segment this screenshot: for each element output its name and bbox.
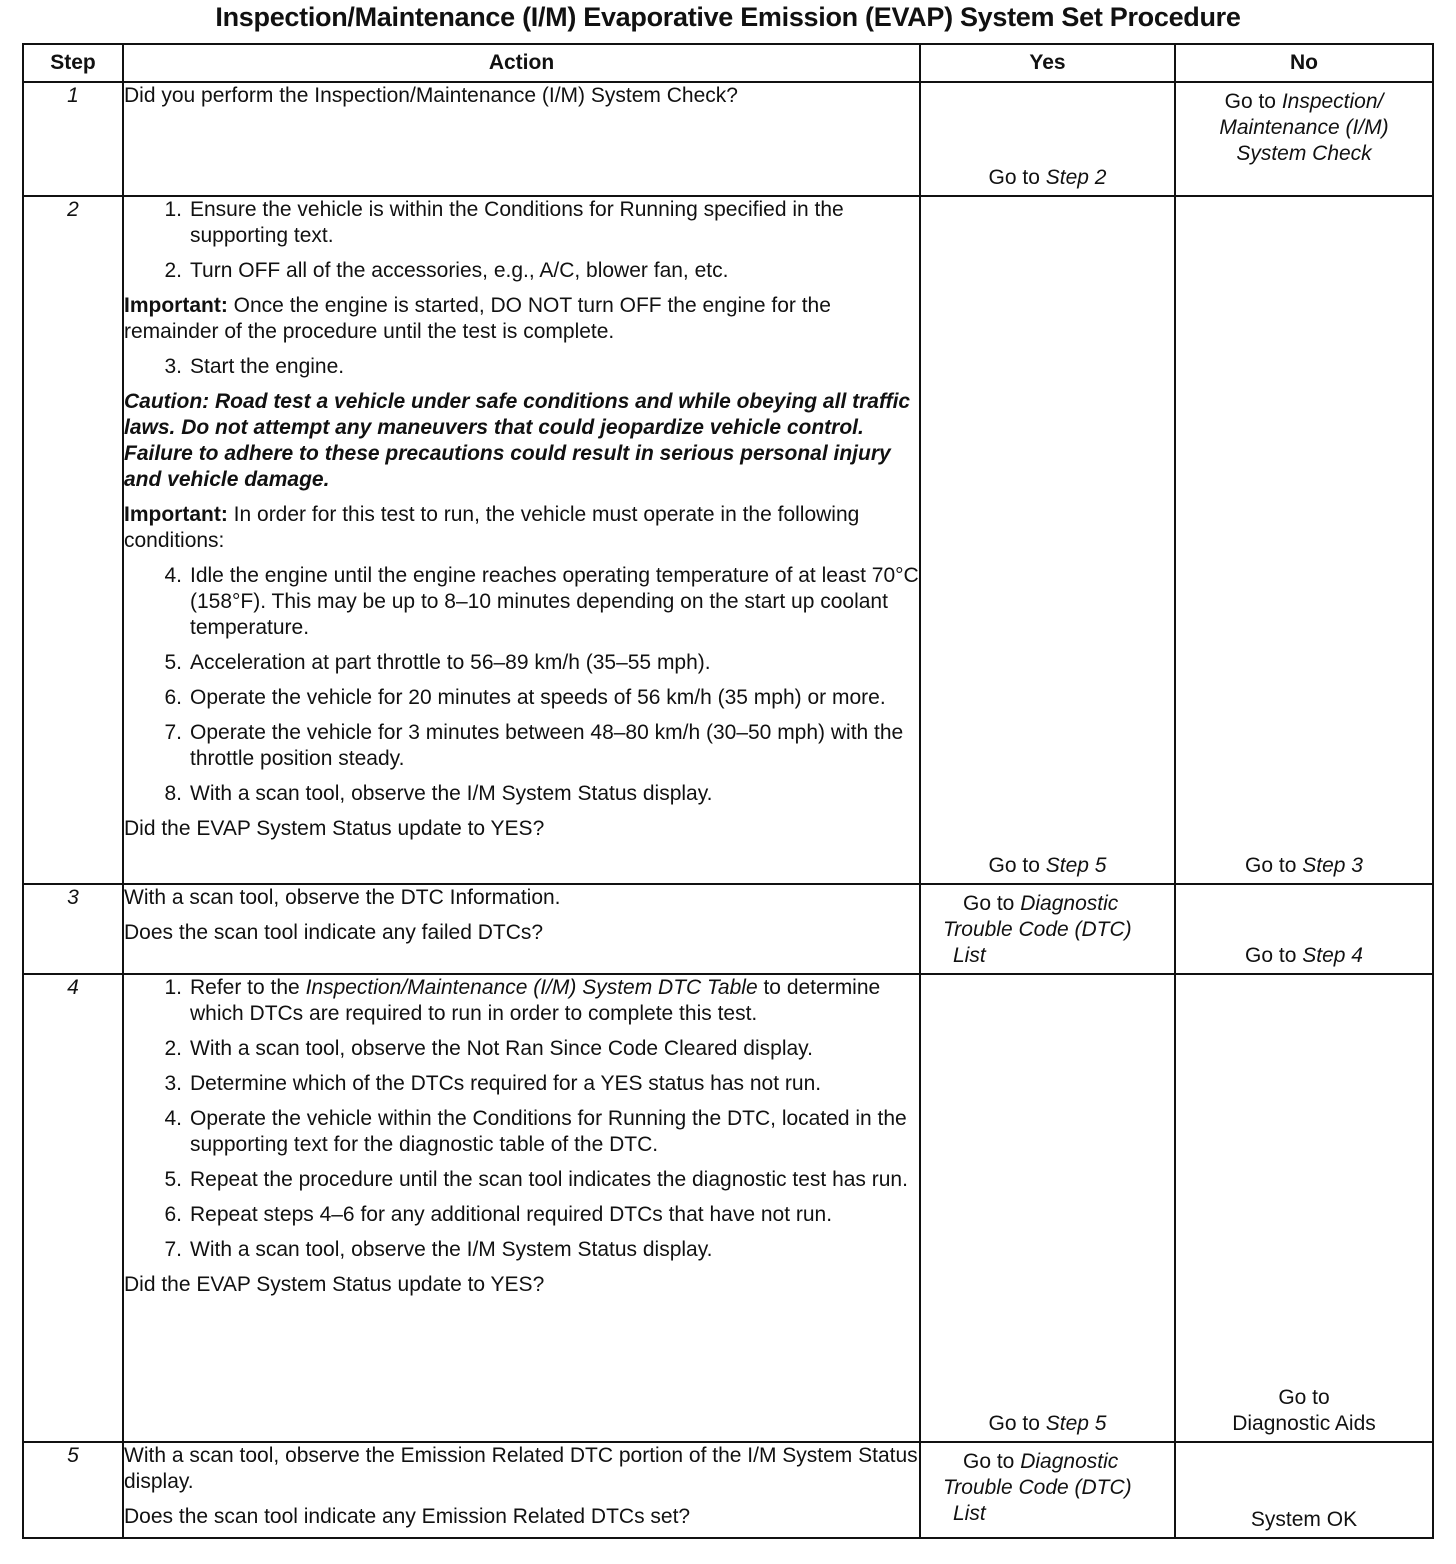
- list-number: 2.: [164, 259, 182, 282]
- no-line: Go to: [1278, 1386, 1330, 1409]
- no-line: Diagnostic Aids: [1232, 1412, 1376, 1435]
- action-cell: [123, 82, 920, 196]
- list-number: 1.: [164, 198, 182, 221]
- yes-cell: [920, 884, 1175, 974]
- action-cell: [123, 884, 920, 974]
- yes-link[interactable]: [921, 853, 1174, 879]
- no-target-line: Maintenance (I/M): [1219, 116, 1389, 139]
- list-text: Operate the vehicle for 3 minutes between 48–80 km/h (30–50 mph) with the throttle position steady.: [190, 721, 904, 770]
- list-item: [124, 354, 919, 380]
- list-item: [124, 685, 919, 711]
- no-result: System OK: [1250, 1508, 1358, 1531]
- question-text: Did the EVAP System Status update to YES?: [124, 817, 545, 840]
- yes-target-line: List: [953, 1502, 986, 1525]
- list-number: 6.: [164, 1203, 182, 1226]
- list-number: 5.: [164, 651, 182, 674]
- no-cell: [1175, 1442, 1433, 1538]
- no-target-line: Inspection/: [1281, 90, 1384, 113]
- important-note: [124, 502, 919, 554]
- step-number: 4: [23, 974, 123, 1442]
- header-step: Step: [23, 44, 123, 82]
- list-text: Acceleration at part throttle to 56–89 km/h (35–55 mph).: [190, 651, 711, 674]
- table-row: [23, 1442, 1433, 1538]
- list-number: 6.: [164, 686, 182, 709]
- action-text: With a scan tool, observe the Emission Related DTC portion of the I/M System Status display.: [124, 1444, 918, 1493]
- table-row: [23, 196, 1433, 884]
- procedure-table: [22, 43, 1434, 1539]
- no-cell: [1175, 82, 1433, 196]
- yes-target: Step 5: [1045, 1412, 1107, 1435]
- yes-target-line: Trouble Code (DTC): [943, 1476, 1132, 1499]
- list-text: Operate the vehicle within the Conditions for Running the DTC, located in the supporting text for the diagnostic table of the DTC.: [190, 1107, 907, 1156]
- step-number: 1: [23, 82, 123, 196]
- list-item: [124, 197, 919, 249]
- important-label: Important:: [124, 294, 228, 317]
- action-cell: [123, 1442, 920, 1538]
- list-number: 5.: [164, 1168, 182, 1191]
- list-text: Repeat the procedure until the scan tool indicates the diagnostic test has run.: [190, 1168, 908, 1191]
- no-link[interactable]: [1176, 853, 1432, 879]
- table-reference[interactable]: Inspection/Maintenance (I/M) System DTC Table: [305, 976, 758, 999]
- list-number: 7.: [164, 721, 182, 744]
- no-prefix: Go to: [1224, 90, 1282, 113]
- no-link[interactable]: [1176, 943, 1432, 969]
- list-text: Start the engine.: [190, 355, 345, 378]
- action-text: With a scan tool, observe the DTC Information.: [124, 886, 561, 909]
- list-text-part: Refer to the: [190, 976, 306, 999]
- list-number: 4.: [164, 1107, 182, 1130]
- list-text: With a scan tool, observe the Not Ran Since Code Cleared display.: [190, 1037, 813, 1060]
- question-text: Does the scan tool indicate any failed DTCs?: [124, 921, 544, 944]
- yes-prefix: Go to: [963, 1450, 1021, 1473]
- yes-link[interactable]: [921, 165, 1174, 191]
- no-cell: [1175, 884, 1433, 974]
- list-number: 3.: [164, 355, 182, 378]
- list-item: [124, 258, 919, 284]
- question-text: Did you perform the Inspection/Maintenance (I/M) System Check?: [124, 84, 738, 107]
- list-item: [124, 1237, 919, 1263]
- question-text: Does the scan tool indicate any Emission Related DTCs set?: [124, 1505, 691, 1528]
- yes-target-line: Diagnostic: [1020, 892, 1119, 915]
- list-text-part: to determine which DTCs are required to run in order to complete this test.: [190, 976, 881, 1025]
- list-text: [190, 975, 919, 1027]
- list-number: 2.: [164, 1037, 182, 1060]
- list-item: [124, 563, 919, 641]
- no-target-line: System Check: [1236, 142, 1372, 165]
- list-item: [124, 1106, 919, 1158]
- step-number: 2: [23, 196, 123, 884]
- list-item: [124, 1167, 919, 1193]
- important-note: [124, 293, 919, 345]
- action-cell: [123, 974, 920, 1442]
- question-text: Did the EVAP System Status update to YES?: [124, 1273, 545, 1296]
- list-number: 8.: [164, 782, 182, 805]
- step-number: 5: [23, 1442, 123, 1538]
- list-text: Determine which of the DTCs required for a YES status has not run.: [190, 1072, 822, 1095]
- page-title: Inspection/Maintenance (I/M) Evaporative Emission (EVAP) System Set Procedure: [215, 2, 1241, 32]
- list-number: 7.: [164, 1238, 182, 1261]
- list-text: With a scan tool, observe the I/M System Status display.: [190, 782, 713, 805]
- table-row: [23, 82, 1433, 196]
- header-no: No: [1175, 44, 1433, 82]
- list-number: 1.: [164, 976, 182, 999]
- yes-cell: [920, 82, 1175, 196]
- no-prefix: Go to: [1245, 944, 1303, 967]
- yes-cell: [920, 1442, 1175, 1538]
- yes-target-line: List: [953, 944, 986, 967]
- yes-cell: [920, 974, 1175, 1442]
- important-label: Important:: [124, 503, 228, 526]
- list-item: [124, 1202, 919, 1228]
- no-target: Step 3: [1302, 854, 1363, 877]
- list-text: Repeat steps 4–6 for any additional required DTCs that have not run.: [190, 1203, 833, 1226]
- important-text: In order for this test to run, the vehicle must operate in the following conditions:: [124, 503, 860, 552]
- list-item: [124, 781, 919, 807]
- important-text: Once the engine is started, DO NOT turn OFF the engine for the remainder of the procedure until the test is complete.: [124, 294, 831, 343]
- yes-target: Step 5: [1045, 854, 1107, 877]
- list-text: Idle the engine until the engine reaches operating temperature of at least 70°C (158°F). This may be up to 8–10 minutes depending on the start up coolant temperature.: [190, 564, 919, 639]
- yes-cell: [920, 196, 1175, 884]
- yes-prefix: Go to: [988, 166, 1046, 189]
- no-cell: [1175, 196, 1433, 884]
- yes-prefix: Go to: [988, 1412, 1046, 1435]
- no-link[interactable]: [1176, 83, 1432, 167]
- list-text: Operate the vehicle for 20 minutes at speeds of 56 km/h (35 mph) or more.: [190, 686, 886, 709]
- no-target: Step 4: [1302, 944, 1363, 967]
- header-yes: Yes: [920, 44, 1175, 82]
- list-text: With a scan tool, observe the I/M System Status display.: [190, 1238, 713, 1261]
- yes-target: Step 2: [1045, 166, 1107, 189]
- no-cell: [1175, 974, 1433, 1442]
- no-prefix: Go to: [1245, 854, 1303, 877]
- header-row: [23, 44, 1433, 82]
- yes-link[interactable]: [921, 1411, 1174, 1437]
- table-row: [23, 884, 1433, 974]
- no-link[interactable]: [1176, 1385, 1432, 1437]
- step-number: 3: [23, 884, 123, 974]
- yes-link[interactable]: [943, 891, 1132, 969]
- list-text: Ensure the vehicle is within the Conditions for Running specified in the supporting text.: [190, 198, 844, 247]
- list-item: [124, 1036, 919, 1062]
- header-action: Action: [123, 44, 920, 82]
- action-cell: [123, 196, 920, 884]
- table-row: [23, 974, 1433, 1442]
- list-item: [124, 650, 919, 676]
- yes-target-line: Trouble Code (DTC): [943, 918, 1132, 941]
- yes-target-line: Diagnostic: [1020, 1450, 1119, 1473]
- list-item: [124, 1071, 919, 1097]
- list-item: [124, 720, 919, 772]
- yes-prefix: Go to: [988, 854, 1046, 877]
- caution-note: Caution: Road test a vehicle under safe conditions and while obeying all traffic laws. Do not attempt any maneuvers that could jeopardize vehicle control. Failure to adhere to these precautions could result in serious personal injury and vehicle damage.: [124, 390, 911, 491]
- list-item: [124, 975, 919, 1027]
- list-text: Turn OFF all of the accessories, e.g., A/C, blower fan, etc.: [190, 259, 729, 282]
- yes-prefix: Go to: [963, 892, 1021, 915]
- list-number: 4.: [164, 564, 182, 587]
- list-number: 3.: [164, 1072, 182, 1095]
- yes-link[interactable]: [943, 1449, 1132, 1527]
